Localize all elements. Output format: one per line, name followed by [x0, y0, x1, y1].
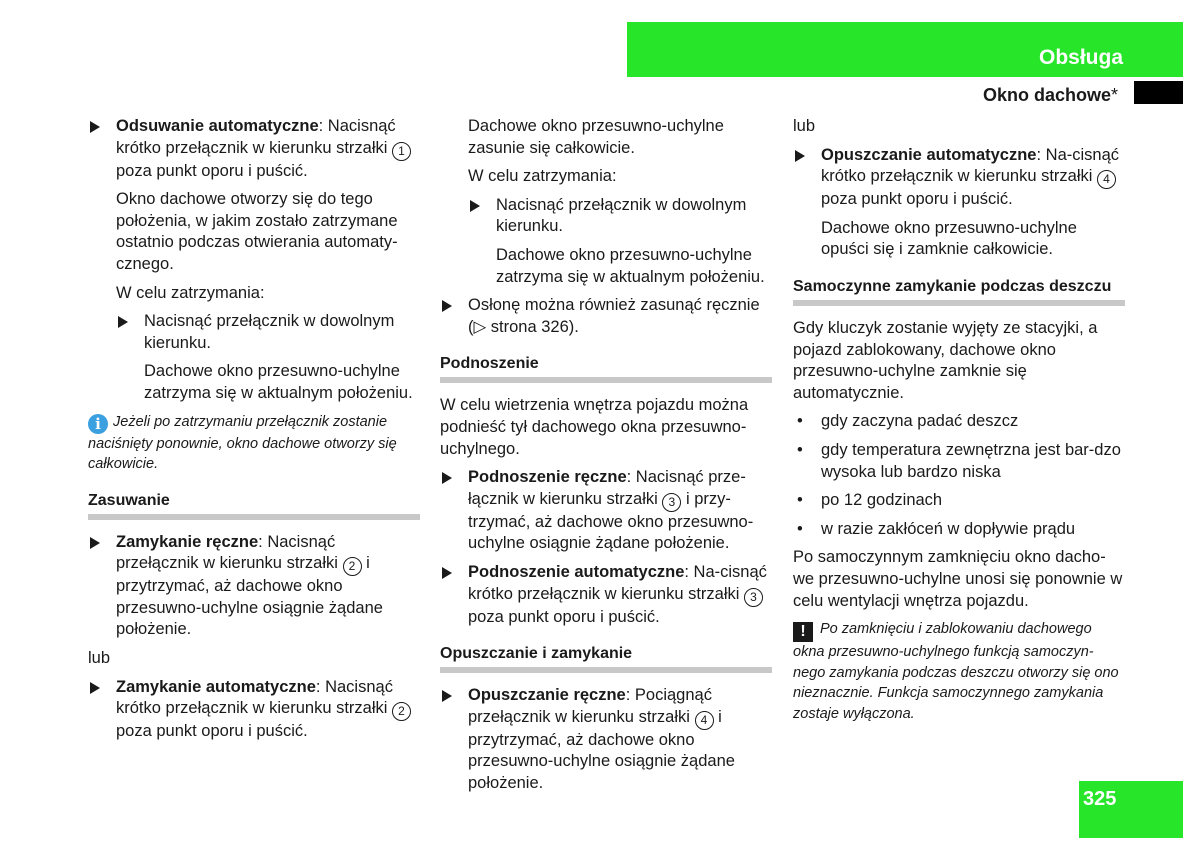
- step-item: [88, 116, 420, 182]
- section-header-bar: [627, 22, 1183, 77]
- list-item-text: po 12 godzinach: [821, 491, 943, 510]
- step-text: poza punkt oporu i puścić.: [116, 722, 308, 741]
- list-item: [793, 490, 1125, 512]
- info-text: Jeżeli po zatrzymaniu przełącznik zostanie naciśnięty ponownie, okno dachowe otworzy się całkowicie.: [88, 413, 397, 473]
- step-item: [88, 677, 420, 743]
- step-text: : Na-cisnąć krótko przełącznik w kierunku strzałki: [821, 145, 1120, 186]
- list-item: [793, 411, 1125, 433]
- subtitle-text: Okno dachowe: [982, 85, 1111, 105]
- paragraph: Dachowe okno przesuwno-uchylne zasunie się całkowicie.: [468, 117, 724, 157]
- info-note: [88, 412, 420, 475]
- step-text: : Na-cisnąć krótko przełącznik w kierunku strzałki: [468, 562, 767, 603]
- step-text: poza punkt oporu i puścić.: [116, 161, 308, 180]
- step-bold: Opuszczanie ręczne: [468, 686, 626, 705]
- step-item: [440, 295, 772, 338]
- step-text: Nacisnąć przełącznik w dowolnym kierunku.: [144, 312, 395, 352]
- step-text: poza punkt oporu i puścić.: [821, 190, 1013, 209]
- paragraph: Dachowe okno przesuwno-uchylne zatrzyma się w aktualnym położeniu.: [496, 245, 765, 286]
- step-item: [88, 532, 420, 641]
- bullet-arrow-icon: [470, 200, 480, 212]
- thumb-tab: [1134, 81, 1183, 104]
- arrow-number-icon: 3: [744, 588, 763, 607]
- step-item: [440, 685, 772, 794]
- bullet-dot-icon: •: [797, 440, 803, 459]
- bullet-dot-icon: •: [797, 412, 803, 431]
- column-2: [440, 116, 772, 801]
- bullet-arrow-icon: [442, 472, 452, 484]
- list-item: [793, 440, 1125, 483]
- bullet-arrow-icon: [442, 300, 452, 312]
- sub-step-item: [116, 311, 420, 354]
- list-item-text: gdy temperatura zewnętrzna jest bar-dzo wysoka lub bardzo niska: [821, 440, 1121, 481]
- step-bold: Opuszczanie automatyczne: [821, 145, 1037, 164]
- list-item: [793, 519, 1125, 541]
- bullet-dot-icon: •: [797, 491, 803, 510]
- paragraph: W celu wietrzenia wnętrza pojazdu można podnieść tył dachowego okna przesuwno-uchylnego.: [440, 396, 749, 458]
- step-text: : Nacisnąć prze-łącznik w kierunku strzałki: [468, 468, 746, 508]
- paragraph: Dachowe okno przesuwno-uchylne opuści się i zamknie całkowicie.: [821, 218, 1077, 259]
- section-title: Obsługa: [1038, 46, 1123, 70]
- page-number: 325: [1083, 788, 1117, 810]
- arrow-number-icon: 4: [695, 711, 714, 730]
- paragraph: Po samoczynnym zamknięciu okno dacho-we przesuwno-uchylne unosi się ponownie w celu wentylacji wnętrza pojazdu.: [793, 548, 1123, 610]
- column-3: [793, 116, 1125, 731]
- step-item: [440, 467, 772, 555]
- list-item-text: gdy zaczyna padać deszcz: [821, 412, 1019, 431]
- arrow-number-icon: 3: [662, 493, 681, 512]
- warning-note: [793, 619, 1125, 724]
- section-heading: Zasuwanie: [88, 491, 420, 520]
- subtitle-mark: *: [1110, 85, 1118, 105]
- warning-icon: !: [793, 622, 813, 642]
- step-text: : Pociągnąć przełącznik w kierunku strzałki: [468, 686, 712, 726]
- paragraph: W celu zatrzymania:: [116, 283, 265, 302]
- arrow-number-icon: 1: [392, 142, 411, 161]
- arrow-number-icon: 2: [392, 702, 411, 721]
- info-icon: i: [88, 414, 108, 434]
- step-text: i przytrzymać, aż dachowe okno przesuwno-uchylne osiągnie żądane położenie.: [468, 707, 735, 792]
- step-bold: Zamykanie automatyczne: [116, 677, 316, 696]
- step-text: poza punkt oporu i puścić.: [468, 607, 660, 626]
- sub-step-item: [468, 195, 772, 238]
- step-text: Osłonę można również zasunąć ręcznie (▷ strona 326).: [468, 296, 760, 336]
- paragraph: Okno dachowe otworzy się do tego położenia, w jakim zostało zatrzymane ostatnio podczas otwierania automaty-cznego.: [116, 190, 398, 273]
- arrow-number-icon: 4: [1097, 170, 1116, 189]
- paragraph: Dachowe okno przesuwno-uchylne zatrzyma się w aktualnym położeniu.: [144, 362, 413, 402]
- bullet-arrow-icon: [442, 690, 452, 702]
- warning-text: Po zamknięciu i zablokowaniu dachowego okna przesuwno-uchylnego funkcją samoczyn-nego zamykania podczas deszczu otworzy się ono nieznacznie. Funkcja samoczynnego zamykania zostaje wyłączona.: [793, 621, 1119, 722]
- list-item-text: w razie zakłóceń w dopływie prądu: [821, 519, 1076, 538]
- arrow-number-icon: 2: [343, 557, 362, 576]
- page-subtitle: [983, 84, 1118, 106]
- bullet-arrow-icon: [442, 567, 452, 579]
- bullet-arrow-icon: [118, 316, 128, 328]
- paragraph-or: lub: [793, 117, 816, 135]
- step-text: : Nacisnąć krótko przełącznik w kierunku strzałki: [116, 117, 396, 157]
- step-text: : Nacisnąć krótko przełącznik w kierunku strzałki: [116, 677, 393, 718]
- bullet-arrow-icon: [90, 121, 100, 133]
- column-1: [88, 116, 420, 750]
- section-heading: Podnoszenie: [440, 354, 772, 383]
- paragraph: W celu zatrzymania:: [468, 167, 617, 186]
- paragraph: Gdy kluczyk zostanie wyjęty ze stacyjki, a pojazd zablokowany, dachowe okno przesuwno-uchylne zamknie się automatycznie.: [793, 318, 1098, 402]
- step-text: i przytrzymać, aż dachowe okno przesuwno-uchylne osiągnie żądane położenie.: [116, 554, 383, 639]
- bullet-dot-icon: •: [797, 519, 803, 538]
- bullet-arrow-icon: [795, 150, 805, 162]
- step-item: [440, 562, 772, 628]
- section-heading: Samoczynne zamykanie podczas deszczu: [793, 277, 1125, 306]
- section-heading: Opuszczanie i zamykanie: [440, 644, 772, 673]
- bullet-arrow-icon: [90, 537, 100, 549]
- page-number-box: [1079, 781, 1183, 838]
- step-text: Nacisnąć przełącznik w dowolnym kierunku.: [496, 195, 747, 236]
- step-bold: Podnoszenie automatyczne: [468, 562, 685, 581]
- step-bold: Podnoszenie ręczne: [468, 468, 627, 487]
- bullet-arrow-icon: [90, 682, 100, 694]
- step-bold: Odsuwanie automatyczne: [116, 117, 319, 135]
- step-text: : Nacisnąć przełącznik w kierunku strzałki: [116, 532, 343, 573]
- step-text: i przy-trzymać, aż dachowe okno przesuwno-uchylne osiągnie żądane położenie.: [468, 489, 754, 553]
- paragraph-or: lub: [88, 648, 111, 667]
- step-bold: Zamykanie ręczne: [116, 532, 259, 551]
- step-item: [793, 145, 1125, 211]
